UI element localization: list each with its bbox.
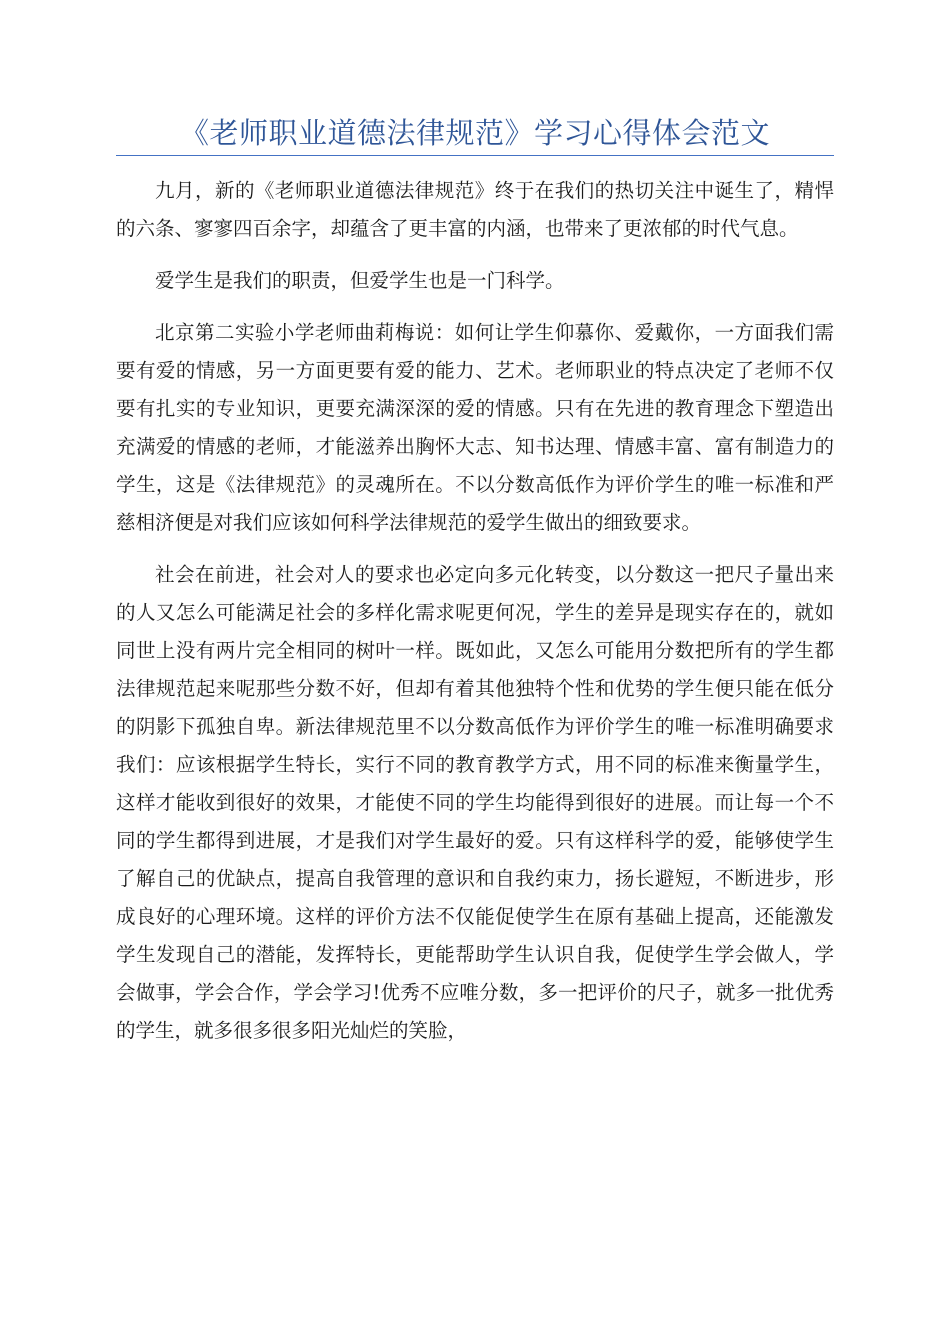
paragraph-3: 北京第二实验小学老师曲莉梅说：如何让学生仰慕你、爱戴你，一方面我们需要有爱的情感，另一方面更要有爱的能力、艺术。老师职业的特点决定了老师不仅要有扎实的专业知识，更要充满深深的爱的情感。只有在先进的教育理念下塑造出充满爱的情感的老师，才能滋养出胸怀大志、知书达理、情感丰富、富有制造力的学生，这是《法律规范》的灵魂所在。不以分数高低作为评价学生的唯一标准和严慈相济便是对我们应该如何科学法律规范的爱学生做出的细致要求。 — [116, 321, 834, 534]
document-body — [116, 172, 834, 1064]
document-title: 《老师职业道德法律规范》学习心得体会范文 — [179, 116, 770, 150]
paragraph-4: 社会在前进，社会对人的要求也必定向多元化转变，以分数这一把尺子量出来的人又怎么可能满足社会的多样化需求呢更何况，学生的差异是现实存在的，就如同世上没有两片完全相同的树叶一样。既如此，又怎么可能用分数把所有的学生都法律规范起来呢那些分数不好，但却有着其他独特个性和优势的学生便只能在低分的阴影下孤独自卑。新法律规范里不以分数高低作为评价学生的唯一标准明确要求我们：应该根据学生特长，实行不同的教育教学方式，用不同的标准来衡量学生，这样才能收到很好的效果，才能使不同的学生均能得到很好的进展。而让每一个不同的学生都得到进展，才是我们对学生最好的爱。只有这样科学的爱，能够使学生了解自己的优缺点，提高自我管理的意识和自我约束力，扬长避短，不断进步，形成良好的心理环境。这样的评价方法不仅能促使学生在原有基础上提高，还能激发学生发现自己的潜能，发挥特长，更能帮助学生认识自我，促使学生学会做人，学会做事，学会合作，学会学习!优秀不应唯分数，多一把评价的尺子，就多一批优秀的学生，就多很多很多阳光灿烂的笑脸， — [116, 563, 834, 1042]
paragraph-1: 九月，新的《老师职业道德法律规范》终于在我们的热切关注中诞生了，精悍的六条、寥寥四百余字，却蕴含了更丰富的内涵，也带来了更浓郁的时代气息。 — [116, 179, 834, 240]
title-underline — [116, 155, 834, 156]
paragraph-2: 爱学生是我们的职责，但爱学生也是一门科学。 — [155, 269, 565, 292]
